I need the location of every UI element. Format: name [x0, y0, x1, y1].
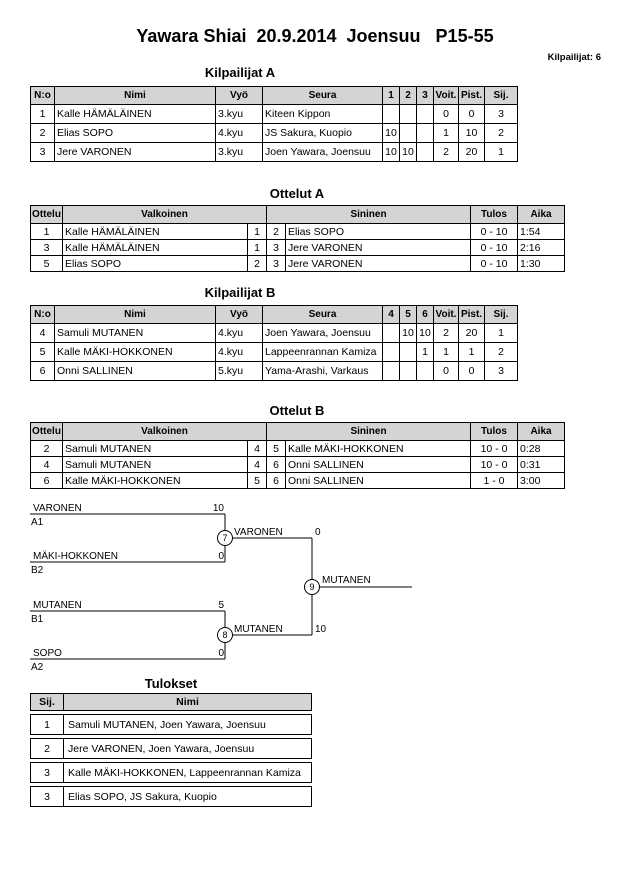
header-result: Tulos [471, 423, 518, 441]
cell-result: 0 - 10 [471, 240, 518, 256]
cell-no: 4 [31, 324, 55, 343]
cell-score2: 10 [400, 143, 417, 162]
cell-wins: 1 [434, 343, 459, 362]
cell-points: 0 [459, 105, 485, 124]
final-bracket [0, 495, 440, 685]
cell-white-name: Kalle HÄMÄLÄINEN [63, 224, 248, 240]
cell-score3 [417, 143, 434, 162]
header-belt: Vyö [216, 306, 263, 324]
cell-score1 [383, 105, 400, 124]
result-row [30, 714, 312, 735]
cell-wins: 0 [434, 105, 459, 124]
cell-name: Elias SOPO [55, 124, 216, 143]
header-time: Aika [518, 423, 565, 441]
match-node-number: 7 [222, 533, 228, 543]
cell-points: 20 [459, 143, 485, 162]
header-club: Seura [263, 87, 383, 105]
bracket-competitor-name: MÄKI-HOKKONEN [33, 551, 119, 562]
cell-white-no: 2 [248, 256, 267, 272]
result-place: 3 [31, 763, 64, 782]
cell-score2: 10 [400, 324, 417, 343]
cell-white-no: 4 [248, 441, 267, 457]
header-no: N:o [31, 87, 55, 105]
matches-b-header-row [31, 423, 565, 441]
cell-time: 0:31 [518, 457, 565, 473]
cell-club: Yama-Arashi, Varkaus [263, 362, 383, 381]
header-blue: Sininen [267, 423, 471, 441]
cell-blue-no: 5 [267, 441, 286, 457]
header-name: Nimi [55, 306, 216, 324]
cell-name: Onni SALLINEN [55, 362, 216, 381]
cell-score1: 10 [383, 124, 400, 143]
cell-time: 2:16 [518, 240, 565, 256]
cell-blue-name: Elias SOPO [286, 224, 471, 240]
cell-white-name: Kalle MÄKI-HOKKONEN [63, 473, 248, 489]
cell-name: Jere VARONEN [55, 143, 216, 162]
header-name: Nimi [55, 87, 216, 105]
bracket-final-winner-name: MUTANEN [322, 575, 371, 586]
competitor-row [31, 124, 518, 143]
competitor-row [31, 343, 518, 362]
cell-blue-no: 6 [267, 473, 286, 489]
header-wins: Voit. [434, 87, 459, 105]
cell-match-no: 5 [31, 256, 63, 272]
cell-wins: 2 [434, 324, 459, 343]
cell-belt: 4.kyu [216, 124, 263, 143]
cell-points: 10 [459, 124, 485, 143]
cell-result: 10 - 0 [471, 457, 518, 473]
cell-name: Kalle MÄKI-HOKKONEN [55, 343, 216, 362]
header-score3: 6 [417, 306, 434, 324]
cell-score2 [400, 362, 417, 381]
cell-belt: 3.kyu [216, 143, 263, 162]
cell-blue-name: Kalle MÄKI-HOKKONEN [286, 441, 471, 457]
cell-match-no: 2 [31, 441, 63, 457]
header-no: N:o [31, 306, 55, 324]
bracket-competitor-name: MUTANEN [33, 600, 82, 611]
cell-club: Joen Yawara, Joensuu [263, 324, 383, 343]
header-place: Sij. [485, 87, 518, 105]
cell-blue-no: 3 [267, 256, 286, 272]
cell-blue-name: Jere VARONEN [286, 240, 471, 256]
result-row [30, 762, 312, 783]
header-points: Pist. [459, 87, 485, 105]
result-place: 1 [31, 715, 64, 734]
result-name: Elias SOPO, JS Sakura, Kuopio [68, 790, 217, 803]
pool-b-header-row [31, 306, 518, 324]
header-belt: Vyö [216, 87, 263, 105]
bracket-competitor-name: SOPO [33, 648, 62, 659]
cell-score3 [417, 124, 434, 143]
competitor-row [31, 324, 518, 343]
results-header-row [30, 693, 312, 711]
cell-score1 [383, 362, 400, 381]
cell-result: 0 - 10 [471, 224, 518, 240]
cell-belt: 5.kyu [216, 362, 263, 381]
cell-score3: 10 [417, 324, 434, 343]
cell-wins: 2 [434, 143, 459, 162]
cell-white-no: 1 [248, 224, 267, 240]
match-row [31, 457, 565, 473]
cell-belt: 3.kyu [216, 105, 263, 124]
cell-white-name: Samuli MUTANEN [63, 441, 248, 457]
cell-place: 3 [485, 105, 518, 124]
cell-name: Samuli MUTANEN [55, 324, 216, 343]
cell-club: Kiteen Kippon [263, 105, 383, 124]
cell-score2 [400, 105, 417, 124]
cell-score2 [400, 124, 417, 143]
cell-time: 1:54 [518, 224, 565, 240]
bracket-score: 0 [218, 551, 224, 562]
cell-result: 10 - 0 [471, 441, 518, 457]
header-time: Aika [518, 206, 565, 224]
cell-white-name: Elias SOPO [63, 256, 248, 272]
cell-time: 3:00 [518, 473, 565, 489]
result-row [30, 786, 312, 807]
cell-place: 2 [485, 124, 518, 143]
cell-wins: 0 [434, 362, 459, 381]
bracket-score: 10 [212, 503, 224, 514]
header-score1: 1 [383, 87, 400, 105]
header-blue: Sininen [267, 206, 471, 224]
cell-club: Lappeenrannan Kamiza [263, 343, 383, 362]
header-match: Ottelu [31, 206, 63, 224]
match-row [31, 256, 565, 272]
result-name: Samuli MUTANEN, Joen Yawara, Joensuu [68, 718, 266, 731]
match-row [31, 441, 565, 457]
cell-score3 [417, 362, 434, 381]
cell-time: 1:30 [518, 256, 565, 272]
cell-belt: 4.kyu [216, 343, 263, 362]
match-row [31, 473, 565, 489]
cell-score3 [417, 105, 434, 124]
cell-wins: 1 [434, 124, 459, 143]
cell-blue-no: 6 [267, 457, 286, 473]
header-score3: 3 [417, 87, 434, 105]
header-score2: 5 [400, 306, 417, 324]
cell-white-no: 4 [248, 457, 267, 473]
match-node-number: 9 [309, 582, 315, 592]
header-score2: 2 [400, 87, 417, 105]
matches-a-table [30, 205, 565, 272]
cell-no: 5 [31, 343, 55, 362]
cell-blue-no: 2 [267, 224, 286, 240]
pool-a-header-row [31, 87, 518, 105]
cell-no: 6 [31, 362, 55, 381]
match-row [31, 224, 565, 240]
pool-b-heading: Kilpailijat B [204, 285, 276, 300]
bracket-score: 10 [315, 624, 327, 635]
header-points: Pist. [459, 306, 485, 324]
cell-time: 0:28 [518, 441, 565, 457]
results-table [30, 693, 312, 807]
result-row [30, 738, 312, 759]
bracket-score: 0 [218, 648, 224, 659]
matches-a-header-row [31, 206, 565, 224]
pool-b-table [30, 305, 518, 381]
cell-blue-name: Onni SALLINEN [286, 473, 471, 489]
bracket-winner-name: VARONEN [234, 527, 283, 538]
bracket-seed-label: B2 [31, 565, 44, 576]
cell-white-name: Kalle HÄMÄLÄINEN [63, 240, 248, 256]
cell-match-no: 6 [31, 473, 63, 489]
cell-white-name: Samuli MUTANEN [63, 457, 248, 473]
pool-a-heading: Kilpailijat A [204, 65, 276, 80]
cell-white-no: 1 [248, 240, 267, 256]
cell-blue-name: Onni SALLINEN [286, 457, 471, 473]
competitor-row [31, 143, 518, 162]
result-place: 3 [31, 787, 64, 806]
competitor-count-label: Kilpailijat: 6 [547, 52, 601, 63]
header-wins: Voit. [434, 306, 459, 324]
header-score1: 4 [383, 306, 400, 324]
result-name: Kalle MÄKI-HOKKONEN, Lappeenrannan Kamiza [68, 766, 301, 779]
match-node-number: 8 [222, 630, 228, 640]
bracket-competitor-name: VARONEN [33, 503, 82, 514]
cell-club: Joen Yawara, Joensuu [263, 143, 383, 162]
cell-points: 1 [459, 343, 485, 362]
competitor-row [31, 362, 518, 381]
cell-match-no: 4 [31, 457, 63, 473]
cell-place: 1 [485, 324, 518, 343]
header-white: Valkoinen [63, 423, 267, 441]
cell-name: Kalle HÄMÄLÄINEN [55, 105, 216, 124]
cell-points: 20 [459, 324, 485, 343]
header-club: Seura [263, 306, 383, 324]
bracket-winner-name: MUTANEN [234, 624, 283, 635]
header-place: Sij. [485, 306, 518, 324]
cell-score1: 10 [383, 143, 400, 162]
results-heading: Tulokset [144, 676, 198, 691]
cell-result: 0 - 10 [471, 256, 518, 272]
header-result: Tulos [471, 206, 518, 224]
page-title: Yawara Shiai 20.9.2014 Joensuu P15-55 [136, 26, 494, 46]
cell-no: 1 [31, 105, 55, 124]
header-match: Ottelu [31, 423, 63, 441]
cell-score3: 1 [417, 343, 434, 362]
bracket-seed-label: B1 [31, 614, 44, 625]
matches-a-heading: Ottelut A [269, 186, 325, 201]
matches-b-table [30, 422, 565, 489]
cell-white-no: 5 [248, 473, 267, 489]
result-place: 2 [31, 739, 64, 758]
cell-match-no: 1 [31, 224, 63, 240]
bracket-seed-label: A2 [31, 662, 44, 673]
cell-place: 1 [485, 143, 518, 162]
cell-no: 3 [31, 143, 55, 162]
header-name: Nimi [176, 696, 199, 708]
pool-a-table [30, 86, 518, 162]
match-row [31, 240, 565, 256]
cell-belt: 4.kyu [216, 324, 263, 343]
cell-score2 [400, 343, 417, 362]
bracket-score: 5 [218, 600, 224, 611]
result-name: Jere VARONEN, Joen Yawara, Joensuu [68, 742, 255, 755]
cell-place: 2 [485, 343, 518, 362]
cell-blue-name: Jere VARONEN [286, 256, 471, 272]
bracket-score: 0 [315, 527, 321, 538]
header-white: Valkoinen [63, 206, 267, 224]
competitor-row [31, 105, 518, 124]
cell-match-no: 3 [31, 240, 63, 256]
cell-score1 [383, 343, 400, 362]
cell-blue-no: 3 [267, 240, 286, 256]
cell-no: 2 [31, 124, 55, 143]
cell-club: JS Sakura, Kuopio [263, 124, 383, 143]
cell-result: 1 - 0 [471, 473, 518, 489]
cell-place: 3 [485, 362, 518, 381]
cell-points: 0 [459, 362, 485, 381]
cell-score1 [383, 324, 400, 343]
header-place: Sij. [31, 694, 64, 710]
matches-b-heading: Ottelut B [269, 403, 325, 418]
bracket-seed-label: A1 [31, 517, 44, 528]
